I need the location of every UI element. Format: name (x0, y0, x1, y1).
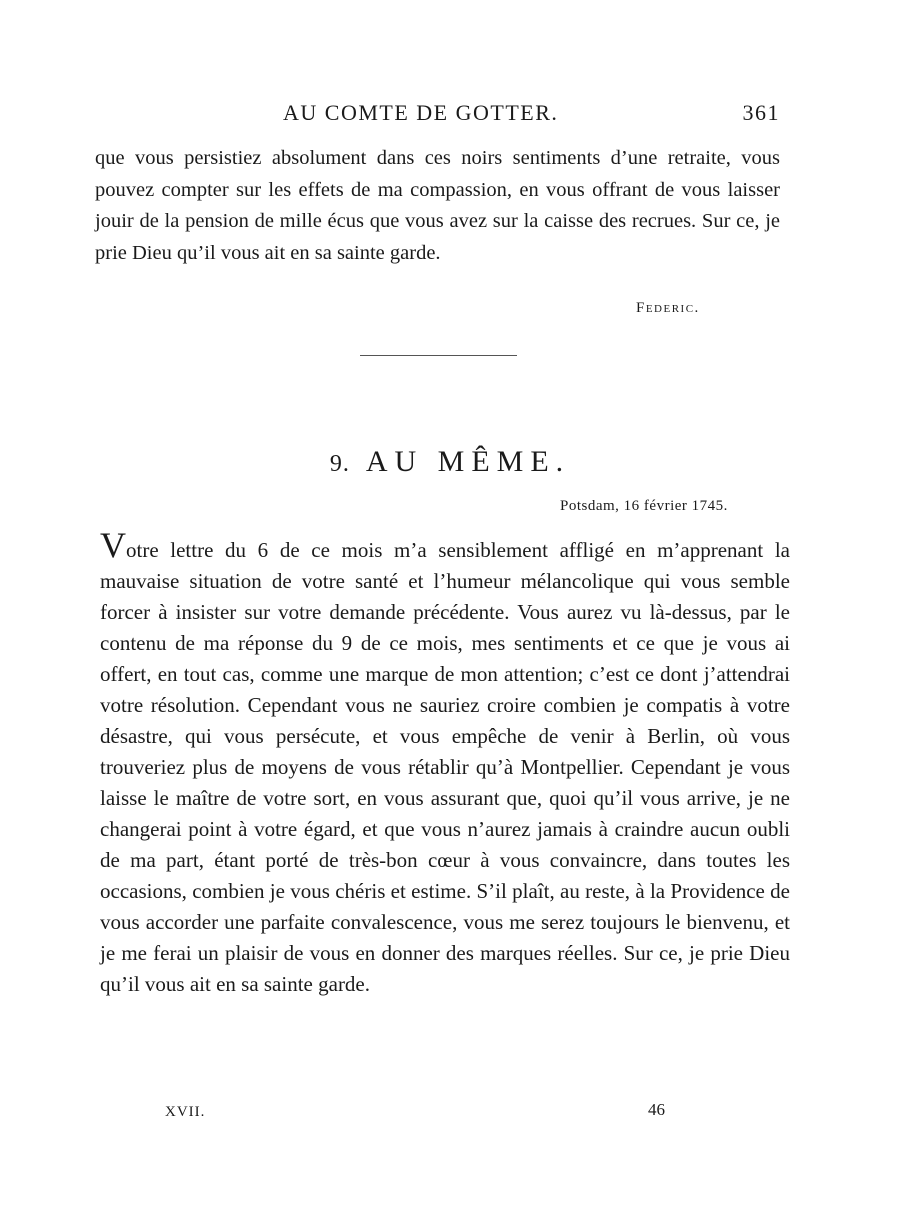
running-title: AU COMTE DE GOTTER. (283, 100, 559, 125)
previous-letter-text: que vous persistiez absolument dans ces noirs sentiments d’une retraite, vous pouvez compter sur les effets de ma compassion, en vous offrant de vous laisser jouir de la pension de mille écus que vous avez sur la caisse des recrues. Sur ce, je prie Dieu qu’il vous ait en sa sainte garde. (95, 147, 780, 264)
drop-initial: V (100, 525, 126, 565)
letter-body (100, 525, 790, 1000)
running-head (95, 100, 780, 130)
page-number: 361 (742, 100, 780, 125)
letter-body-text: otre lettre du 6 de ce mois m’a sensiblement affligé en m’apprenant la mauvaise situation de votre santé et l’humeur mélancolique qui vous semble forcer à insister sur votre demande précédente. Vous aurez vu là-dessus, par le contenu de ma réponse du 9 de ce mois, mes sentiments et ce que je vous ai offert, en tout cas, comme une marque de mon attention; c’est ce dont j’attendrai votre résolution. Cependant vous ne sauriez croire combien je compatis à votre désastre, qui vous persécute, et vous empêche de venir à Berlin, où vous trouveriez plus de moyens de vous rétablir qu’à Montpellier. Cependant je vous laisse le maître de votre sort, en vous assurant que, quoi qu’il vous arrive, je ne changerai point à votre égard, et que vous n’aurez jamais à craindre aucun oubli de ma part, étant porté de très-bon cœur à vous convaincre, dans toutes les occasions, combien je vous chéris et estime. S’il plaît, au reste, à la Providence de vous accorder une parfaite convalescence, vous me serez toujours le bienvenu, et je me ferai un plaisir de vous en donner des marques réelles. Sur ce, je prie Dieu qu’il vous ait en sa sainte garde. (100, 538, 790, 996)
letter-number: 9. (329, 451, 350, 477)
sheet-number: 46 (648, 1100, 665, 1119)
section-divider (360, 355, 517, 356)
printer-signature-mark: XVII. (165, 1104, 206, 1120)
letter-dateline: Potsdam, 16 février 1745. (560, 498, 728, 514)
letter-title: AU MÊME. (365, 445, 571, 478)
letter-signature: Federic. (636, 300, 700, 316)
letter-heading (0, 445, 900, 479)
